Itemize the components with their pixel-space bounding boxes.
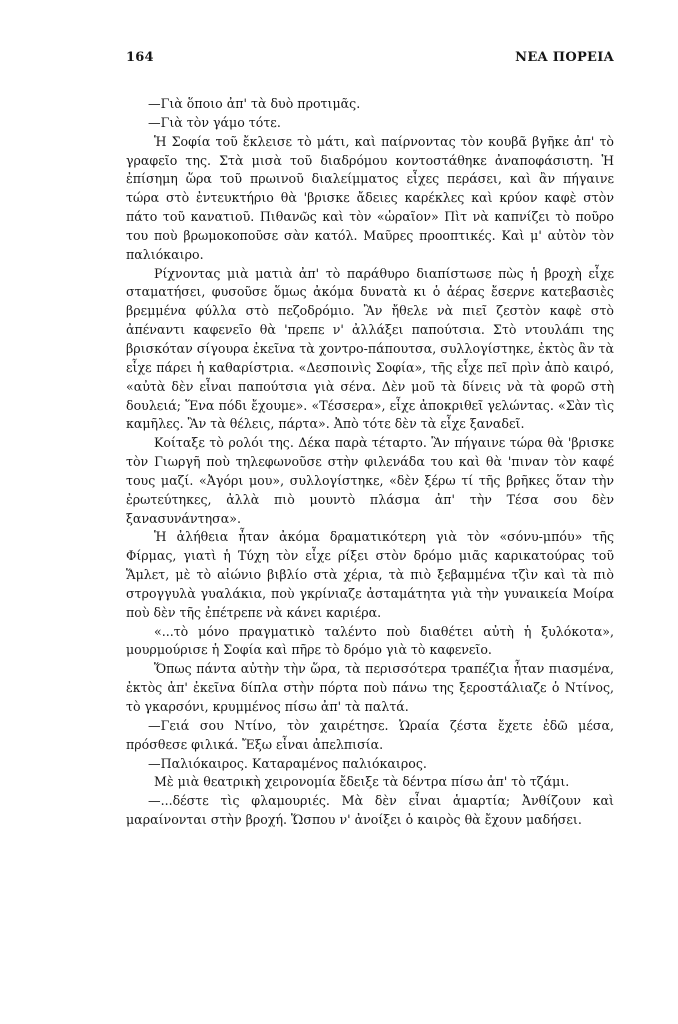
paragraph: «...τὸ μόνο πραγματικὸ ταλέντο ποὺ διαθέτει αὐτὴ ἡ ξυλόκοτα», μουρμούρισε ἡ Σοφία καὶ πῆρε τὸ δρόμο γιὰ τὸ καφενεῖο. bbox=[126, 623, 614, 658]
page-number: 164 bbox=[126, 50, 154, 65]
dialogue-line: —Γιὰ τὸν γάμο τότε. bbox=[148, 114, 281, 130]
running-title: ΝΕΑ ΠΟΡΕΙΑ bbox=[515, 50, 614, 65]
paragraph: Μὲ μιὰ θεατρικὴ χειρονομία ἔδειξε τὰ δέντρα πίσω ἀπ' τὸ τζάμι. bbox=[154, 774, 570, 790]
paragraph: Ρίχνοντας μιὰ ματιὰ ἀπ' τὸ παράθυρο διαπίστωσε πὼς ἡ βροχὴ εἶχε σταματήσει, φυσοῦσε ὅμως ἀκόμα δυνατὰ κι ὁ ἀέρας ἔσερνε κατεβασιὲς βρεμμένα φύλλα στὸ πεζοδρόμιο. Ἂν ἤθελε νὰ πιεῖ ζεστὸν καφὲ στὸ ἀπέναντι καφενεῖο θὰ 'πρεπε ν' ἀλλάξει παπούτσια. Στὸ ντουλάπι της βρισκόταν σίγουρα ἐκεῖνα τὰ χοντρο-πάπουτσα, συλλογίστηκε, ἐκτὸς ἂν τὰ εἶχε πάρει ἡ καθαρίστρια. «Δεσποινὶς Σοφία», τῆς εἶχε πεῖ πρὶν ἀπὸ καιρό, «αὐτὰ δὲν εἶναι παπούτσια γιὰ σένα. Δὲν μοῦ τὰ δίνεις νὰ τὰ φορῶ στὴ δουλειά; Ἕνα πόδι ἔχουμε». «Τέσσερα», εἶχε ἀποκριθεῖ γελώντας. «Σὰν τὶς καμῆλες. Ἂν τὰ θέλεις, πάρτα». Ἀπὸ τότε δὲν τὰ εἶχε ξαναδεῖ. bbox=[126, 265, 614, 432]
dialogue-line: —Γειά σου Ντίνο, τὸν χαιρέτησε. Ὡραία ζέστα ἔχετε ἐδῶ μέσα, πρόσθεσε φιλικά. Ἔξω εἶναι ἀπελπισία. bbox=[126, 717, 614, 752]
paragraph: Ἡ Σοφία τοῦ ἔκλεισε τὸ μάτι, καὶ παίρνοντας τὸν κουβᾶ βγῆκε ἀπ' τὸ γραφεῖο της. Στὰ μισὰ τοῦ διαδρόμου κοντοστάθηκε ἀναποφάσιστη. Ἡ ἐπίσημη ὥρα τοῦ πρωινοῦ διαλείμματος εἶχες περάσει, καὶ ἂν πήγαινε τώρα στὸ ἐντευκτήριο θὰ 'βρισκε ἄδειες καρέκλες καὶ κρύον καφὲ στὸν πάτο τοῦ κανατιοῦ. Πιθανῶς καὶ τὸν «ὡραῖον» Πὶτ νὰ καπνίζει τὸ ποῦρο του ποὺ βρωμοκοποῦσε σὰν κατόλ. Μαῦρες προοπτικές. Καὶ μ' αὐτὸν τὸν παλιόκαιρο. bbox=[126, 133, 614, 262]
text-body bbox=[126, 95, 614, 830]
paragraph: Κοίταξε τὸ ρολόι της. Δέκα παρὰ τέταρτο. Ἂν πήγαινε τώρα θὰ 'βρισκε τὸν Γιωργῆ ποὺ τηλεφωνοῦσε στὴν φιλενάδα του καὶ θὰ 'πιναν τὸν καφέ τους μαζί. «Ἀγόρι μου», συλλογίστηκε, «δὲν ξέρω τί τῆς βρῆκες ὅταν τὴν ἐρωτεύτηκες, ἀλλὰ πιὸ μουντὸ πλάσμα ἀπ' τὴν Τέσα σου δὲν ξανασυνάντησα». bbox=[126, 435, 614, 526]
dialogue-line: —Γιὰ ὅποιο ἀπ' τὰ δυὸ προτιμᾶς. bbox=[148, 96, 361, 111]
dialogue-line: —Παλιόκαιρος. Καταραμένος παλιόκαιρος. bbox=[148, 755, 427, 771]
page-header bbox=[126, 50, 614, 72]
paragraph: Ὅπως πάντα αὐτὴν τὴν ὥρα, τὰ περισσότερα τραπέζια ἦταν πιασμένα, ἐκτὸς ἀπ' ἐκεῖνα δίπλα στὴν πόρτα ποὺ πάνω της ξεροστάλιαζε ὁ Ντίνος, τὸ γκαρσόνι, κρυμμένος πίσω ἀπ' τὰ παλτά. bbox=[126, 661, 614, 714]
paragraph: Ἡ ἀλήθεια ἦταν ἀκόμα δραματικότερη γιὰ τὸν «σόνυ-μπόυ» τῆς Φίρμας, γιατὶ ἡ Τύχη τὸν εἶχε ρίξει στὸν δρόμο μιᾶς καρικατούρας τοῦ Ἅμλετ, μὲ τὸ αἰώνιο βιβλίο στὰ χέρια, τὰ πιὸ ξεβαμμένα τζὶν καὶ τὰ πιὸ στρογγυλὰ γυαλάκια, ποὺ γκρίνιαζε ἀσταμάτητα γιὰ τὴν γυναικεία Μοίρα ποὺ δὲν τῆς ἐπέτρεπε νὰ κάνει καριέρα. bbox=[126, 529, 614, 620]
dialogue-line: —...δέστε τὶς φλαμουριές. Μὰ δὲν εἶναι ἁμαρτία; Ἀνθίζουν καὶ μαραίνονται στὴν βροχή. Ὥσπου ν' ἀνοίξει ὁ καιρὸς θὰ ἔχουν μαδήσει. bbox=[126, 793, 614, 828]
